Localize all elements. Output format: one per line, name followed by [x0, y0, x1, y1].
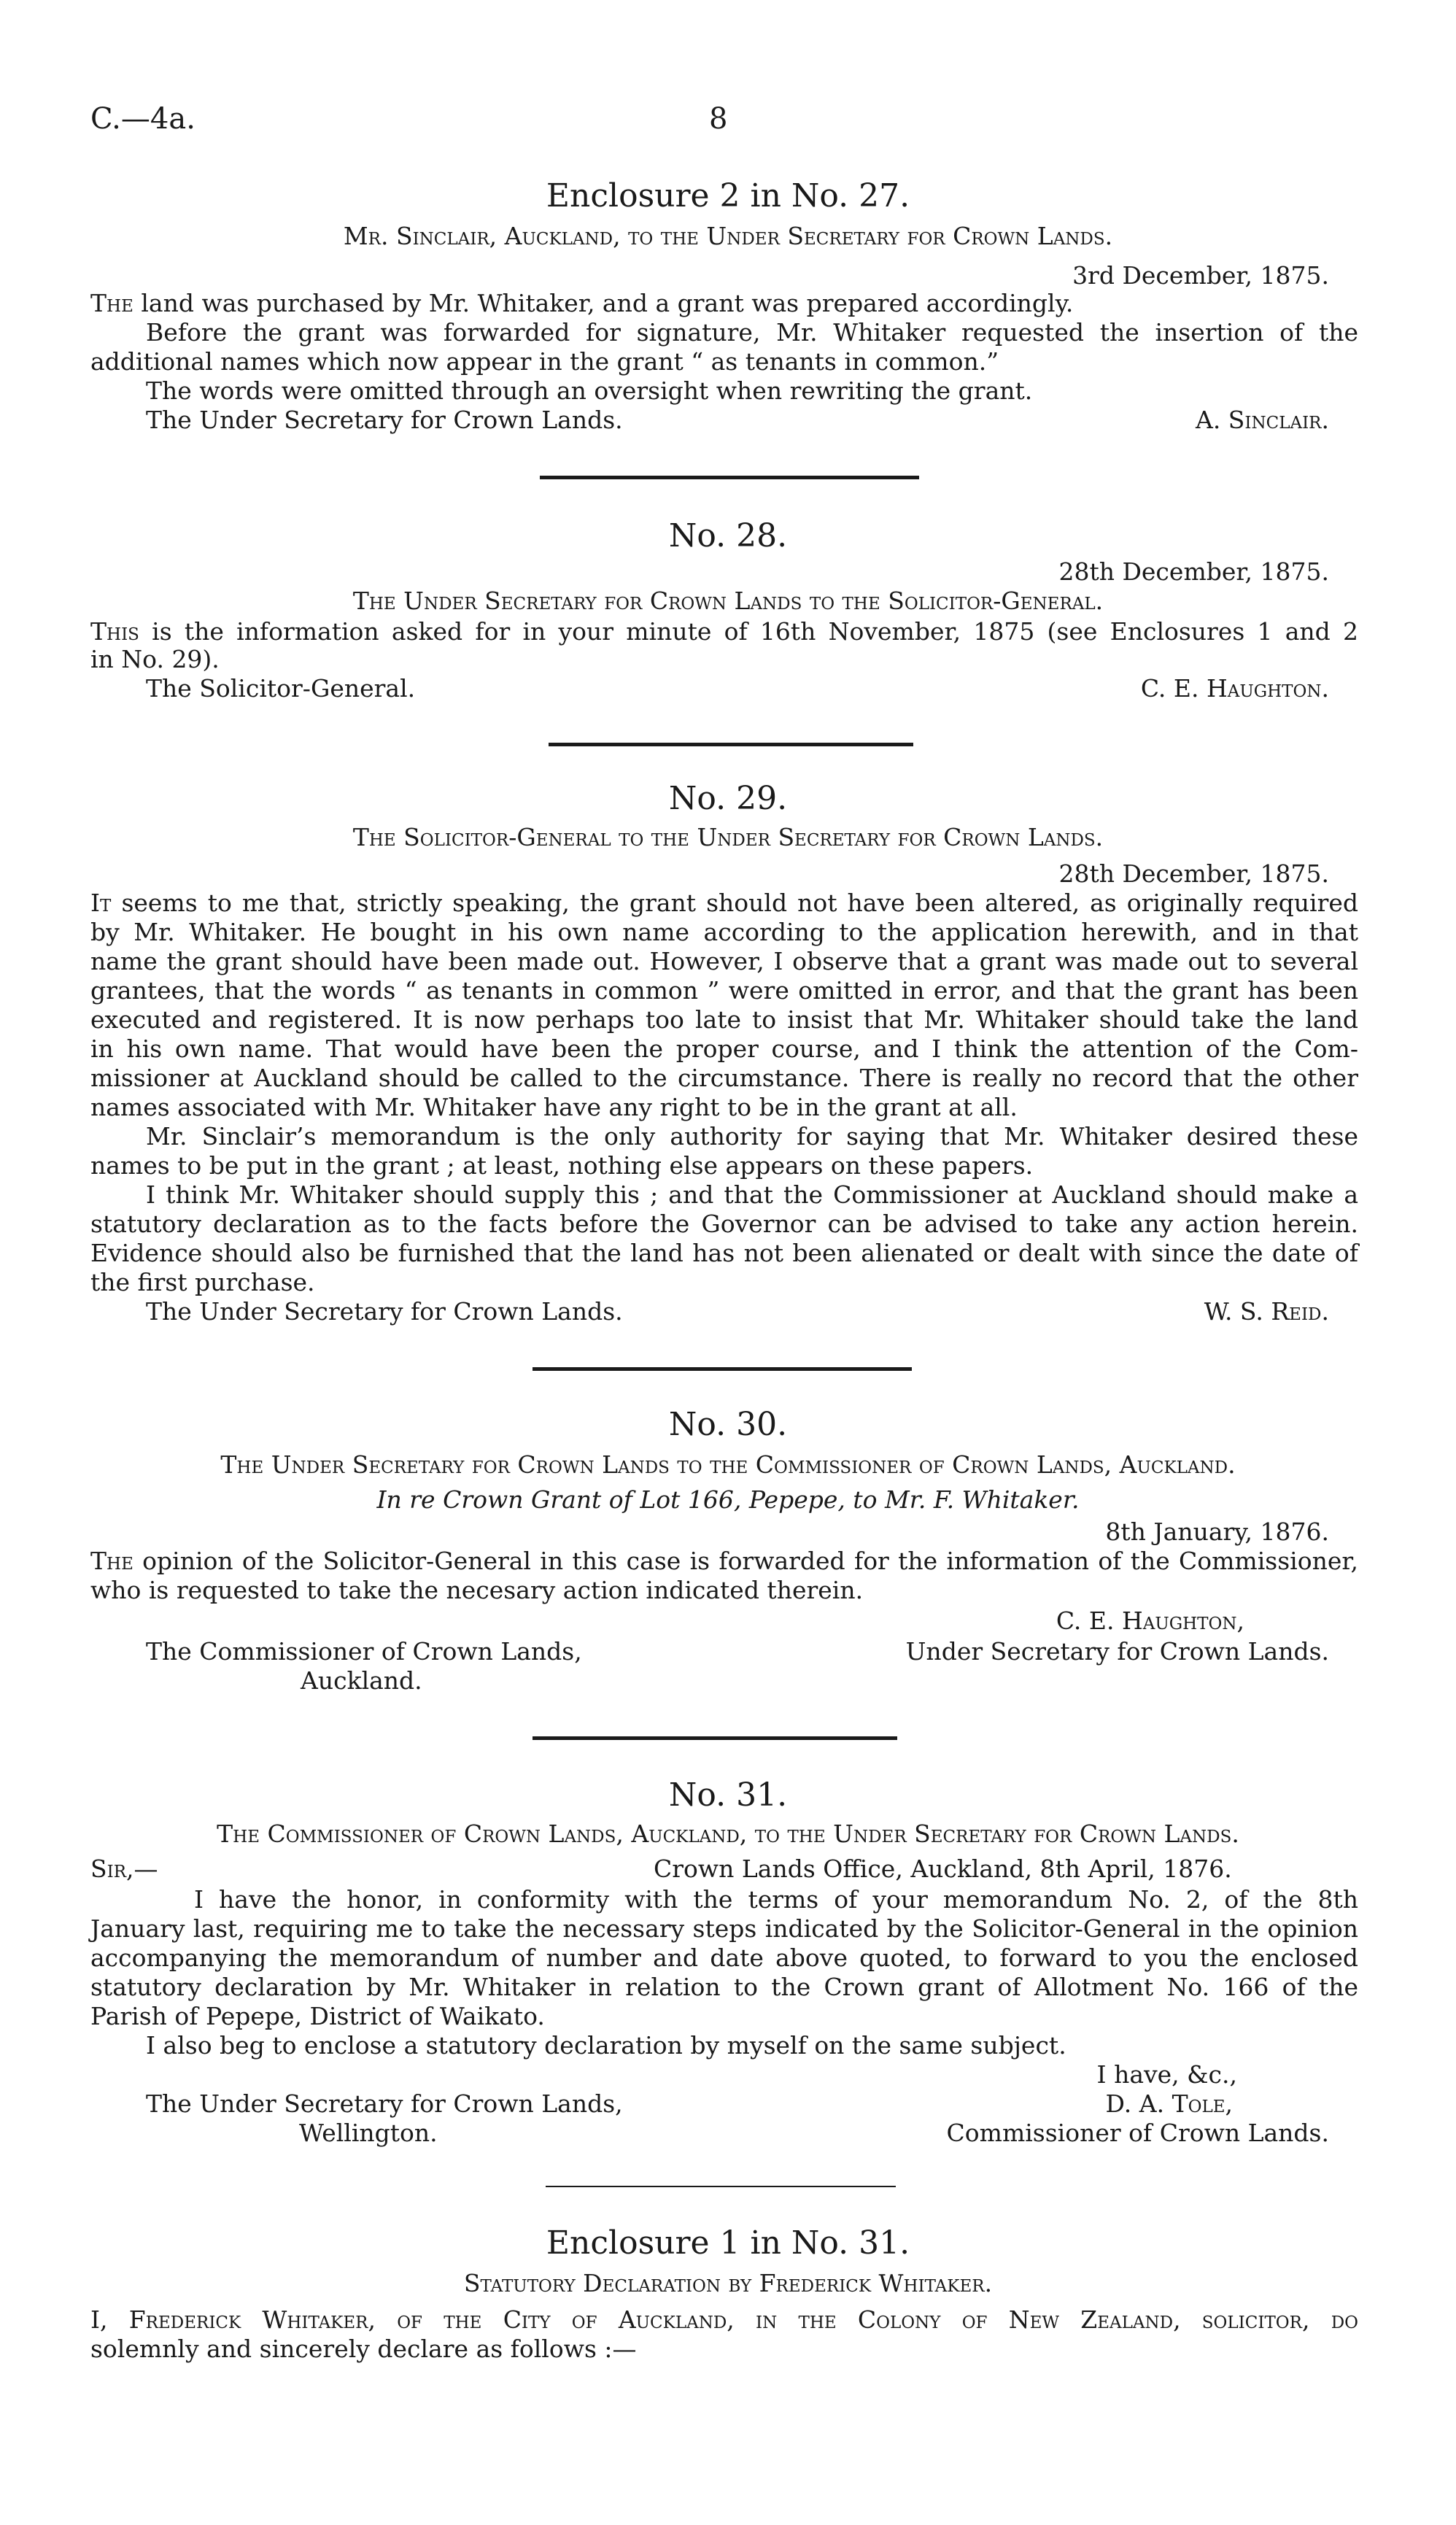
enclosure2-date: 3rd December, 1875.	[1072, 261, 1329, 290]
paragraph-lead: The	[90, 289, 133, 317]
no31-paragraph-1-line-1: I have the honor, in conformity with the terms of your memorandum No. 2, of the 8th	[194, 1885, 1358, 1914]
page-number: 8	[709, 102, 728, 136]
no29-paragraph-2-line-1: Mr. Sinclair’s memorandum is the only authority for saying that Mr. Whitaker desired these	[146, 1122, 1358, 1151]
paragraph-text: is the information asked for in your minute of 16th November, 1875 (see Enclosures 1 and 2	[152, 617, 1358, 646]
no31-addressee-line-2: Wellington.	[299, 2119, 438, 2147]
no29-addressee: The Under Secretary for Crown Lands.	[146, 1297, 623, 1326]
no30-date: 8th January, 1876.	[1105, 1517, 1329, 1546]
no31-paragraph-1-line-2: January last, requiring me to take the necessary steps indicated by the Solicitor-General in the opinion	[90, 1914, 1358, 1943]
no31-paragraph-1-line-4: statutory declaration by Mr. Whitaker in relation to the Crown grant of Allotment No. 166 of the	[90, 1973, 1358, 2001]
paragraph-lead: The	[90, 1547, 133, 1575]
no28-signature: C. E. Haughton.	[1140, 674, 1329, 703]
no29-paragraph-1-line-6: in his own name. That would have been the proper course, and I think the attention of the Com-	[90, 1035, 1358, 1063]
no31-addressee-line-1: The Under Secretary for Crown Lands,	[146, 2089, 623, 2118]
no28-paragraph-line-2: in No. 29).	[90, 645, 220, 673]
enclosure2-signature: A. Sinclair.	[1195, 406, 1329, 434]
enclosure2-paragraph-2-line-2: additional names which now appear in the grant “ as tenants in common.”	[90, 347, 999, 376]
no31-signature-title: Commissioner of Crown Lands.	[946, 2119, 1329, 2147]
paragraph-text: seems to me that, strictly speaking, the grant should not have been altered, as originally required	[121, 889, 1358, 917]
no28-title: No. 28.	[668, 517, 788, 554]
paragraph-lead: It	[90, 889, 112, 917]
enclosure2-paragraph-3: The words were omitted through an oversight when rewriting the grant.	[146, 376, 1033, 405]
no29-paragraph-1-line-2: by Mr. Whitaker. He bought in his own name according to the application herewith, and in that	[90, 918, 1358, 946]
section-divider	[533, 1367, 912, 1371]
no28-date: 28th December, 1875.	[1058, 557, 1329, 586]
section-divider	[540, 476, 919, 479]
no31-paragraph-1-line-3: accompanying the memorandum of number and date above quoted, to forward to you the enclosed	[90, 1944, 1358, 1972]
no31-place-date: Crown Lands Office, Auckland, 8th April, 1876.	[654, 1855, 1232, 1883]
no29-paragraph-3-line-4: the first purchase.	[90, 1268, 315, 1296]
no30-subtitle: The Under Secretary for Crown Lands to the Commissioner of Crown Lands, Auckland.	[220, 1450, 1236, 1479]
no29-subtitle: The Solicitor-General to the Under Secretary for Crown Lands.	[352, 823, 1104, 851]
no31-title: No. 31.	[668, 1776, 788, 1814]
no30-paragraph-line-1	[90, 1547, 1358, 1576]
no31-paragraph-1-line-5: Parish of Pepepe, District of Waikato.	[90, 2002, 545, 2030]
no31-closing: I have, &c.,	[1096, 2060, 1237, 2089]
no31-paragraph-2: I also beg to enclose a statutory declaration by myself on the same subject.	[146, 2031, 1066, 2060]
no30-title: No. 30.	[668, 1406, 788, 1443]
enclosure1-paragraph-line-2: solemnly and sincerely declare as follows :—	[90, 2335, 637, 2363]
enclosure2-paragraph-2-line-1: Before the grant was forwarded for signature, Mr. Whitaker requested the insertion of the	[146, 318, 1358, 347]
no29-paragraph-1-line-5: executed and registered. It is now perhaps too late to insist that Mr. Whitaker should take the land	[90, 1005, 1358, 1034]
no29-paragraph-2-line-2: names to be put in the grant ; at least, nothing else appears on these papers.	[90, 1151, 1034, 1180]
enclosure2-addressee: The Under Secretary for Crown Lands.	[146, 406, 623, 434]
document-reference: C.—4a.	[90, 102, 195, 136]
paragraph-text: land was purchased by Mr. Whitaker, and a grant was prepared accordingly.	[141, 289, 1074, 317]
no31-subtitle: The Commissioner of Crown Lands, Auckland, to the Under Secretary for Crown Lands.	[217, 1820, 1239, 1848]
no30-signature-title: Under Secretary for Crown Lands.	[905, 1637, 1329, 1666]
enclosure2-paragraph-1	[90, 289, 1073, 318]
no29-paragraph-1-line-8: names associated with Mr. Whitaker have any right to be in the grant at all.	[90, 1093, 1018, 1121]
no28-addressee: The Solicitor-General.	[146, 674, 416, 703]
no30-paragraph-line-2: who is requested to take the necesary action indicated therein.	[90, 1576, 864, 1604]
no29-signature: W. S. Reid.	[1204, 1297, 1329, 1326]
no29-paragraph-3-line-1: I think Mr. Whitaker should supply this ; and that the Commissioner at Auckland should make a	[146, 1180, 1358, 1209]
no29-paragraph-1-line-3: name the grant should have been made out. However, I observe that a grant was made out to several	[90, 947, 1358, 975]
no30-addressee-line-1: The Commissioner of Crown Lands,	[146, 1637, 582, 1666]
no28-subtitle: The Under Secretary for Crown Lands to the Solicitor-General.	[352, 587, 1104, 615]
enclosure1-paragraph-line-1: I, Frederick Whitaker, of the City of Auckland, in the Colony of New Zealand, solicitor, do	[90, 2305, 1358, 2334]
section-divider	[533, 1736, 897, 1740]
section-divider-thin	[546, 2186, 896, 2187]
no29-paragraph-1-line-4: grantees, that the words “ as tenants in common ” were omitted in error, and that the grant has been	[90, 976, 1358, 1005]
no30-addressee-line-2: Auckland.	[301, 1666, 422, 1695]
no29-title: No. 29.	[668, 780, 788, 817]
no31-salutation: Sir,—	[90, 1855, 158, 1883]
paragraph-text: opinion of the Solicitor-General in this case is forwarded for the information of the Commissioner,	[142, 1547, 1358, 1575]
paragraph-lead: This	[90, 617, 139, 646]
no29-paragraph-3-line-3: Evidence should also be furnished that the land has not been alienated or dealt with since the date of	[90, 1239, 1358, 1267]
no30-in-re: In re Crown Grant of Lot 166, Pepepe, to Mr. F. Whitaker.	[376, 1485, 1080, 1514]
no29-paragraph-1-line-1	[90, 889, 1358, 918]
no29-paragraph-1-line-7: missioner at Auckland should be called to the circumstance. There is really no record that the other	[90, 1064, 1358, 1092]
no31-signature-name: D. A. Tole,	[1105, 2089, 1233, 2118]
enclosure1-title: Enclosure 1 in No. 31.	[546, 2224, 910, 2262]
enclosure2-subtitle: Mr. Sinclair, Auckland, to the Under Secretary for Crown Lands.	[343, 222, 1113, 250]
enclosure1-subtitle: Statutory Declaration by Frederick Whitaker.	[463, 2269, 993, 2297]
enclosure2-title: Enclosure 2 in No. 27.	[546, 177, 910, 214]
no29-date: 28th December, 1875.	[1058, 859, 1329, 888]
section-divider	[549, 743, 913, 746]
no28-paragraph-line-1	[90, 617, 1358, 646]
no30-signature-name: C. E. Haughton,	[1056, 1606, 1244, 1635]
no29-paragraph-3-line-2: statutory declaration as to the facts before the Governor can be advised to take any action herein.	[90, 1210, 1358, 1238]
